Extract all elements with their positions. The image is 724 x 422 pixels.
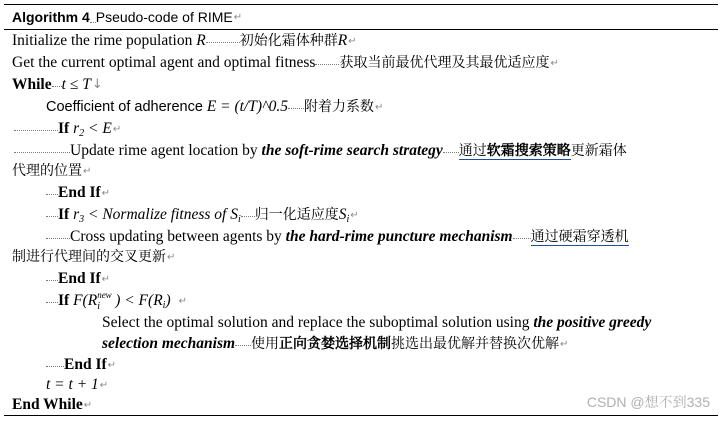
chinese-mechanism-name: 正向贪婪选择机制 <box>279 336 392 352</box>
mechanism-name: selection mechanism <box>102 335 236 352</box>
line-text: Update rime agent location by <box>70 142 258 159</box>
keyword-if: If <box>58 120 70 137</box>
paragraph-mark: ↵ <box>112 124 122 135</box>
dot-leader <box>235 335 251 346</box>
math-var: r <box>73 120 80 137</box>
line-text: Initialize the rime population <box>12 32 193 49</box>
chinese-comment: 通过 <box>458 143 487 159</box>
pseudo-line-8 <box>46 183 110 204</box>
line-text: Coefficient of adherence <box>46 99 203 115</box>
keyword-end-if: End If <box>58 184 101 201</box>
chinese-comment: 归一化适应度 <box>254 207 339 223</box>
chinese-comment: 制进行代理间的交叉更新 <box>12 249 166 265</box>
dot-leader <box>288 98 304 109</box>
math-var: R <box>196 32 206 49</box>
mechanism-name: the hard-rime puncture mechanism <box>285 228 513 245</box>
chinese-strategy-name: 软霜搜索策略 <box>486 143 571 159</box>
dot-leader <box>513 228 531 239</box>
math-subscript: i <box>237 214 241 225</box>
math-subscript: i <box>162 300 166 311</box>
pseudo-line-4 <box>46 97 383 118</box>
keyword-if: If <box>58 292 70 309</box>
dot-leader <box>14 142 70 153</box>
math-expr: ) <box>165 292 171 309</box>
dot-leader <box>46 206 58 217</box>
line-text: Select the optimal solution and replace the suboptimal solution using <box>102 314 530 331</box>
pseudo-line-14 <box>102 313 651 333</box>
line-break-mark: ↓ <box>91 77 103 92</box>
algorithm-title <box>4 5 718 30</box>
math-expr: < E <box>88 120 112 137</box>
dot-leader <box>46 270 58 281</box>
dot-leader <box>46 228 70 239</box>
pseudo-line-16 <box>46 355 116 376</box>
math-script-stack <box>97 290 115 312</box>
chinese-comment: 附着力系数 <box>303 99 374 115</box>
paragraph-mark: ↵ <box>167 252 176 263</box>
pseudo-line-3 <box>12 75 103 95</box>
math-var: r <box>73 206 80 223</box>
paragraph-mark: ↵ <box>99 380 109 391</box>
dot-leader <box>52 76 62 87</box>
pseudo-line-1 <box>12 31 357 52</box>
algorithm-name: Pseudo-code of RIME <box>95 9 233 25</box>
pseudo-line-2 <box>12 53 559 74</box>
chinese-comment: 挑选出最优解并替换次优解 <box>391 336 560 352</box>
math-subscript: 2 <box>79 128 85 139</box>
keyword-end-if: End If <box>64 356 107 373</box>
math-expr: t = t + 1 <box>46 376 99 393</box>
strategy-name: the soft-rime search strategy <box>261 142 443 159</box>
paragraph-mark: ↵ <box>107 360 117 371</box>
paragraph-mark: ↵ <box>101 188 111 199</box>
algorithm-label: Algorithm 4 <box>12 9 90 25</box>
math-subscript: 3 <box>79 214 85 225</box>
chinese-comment: 通过硬霜穿透机 <box>530 229 629 245</box>
paragraph-mark: ↵ <box>233 11 243 23</box>
keyword-end-if: End If <box>58 270 101 287</box>
math-var: S <box>338 206 347 223</box>
paragraph-mark: ↵ <box>178 296 187 307</box>
paragraph-mark: ↵ <box>348 36 357 47</box>
line-text: Cross updating between agents by <box>70 228 282 245</box>
math-expr: E = (t/T)^0.5 <box>206 98 288 115</box>
line-text: Get the current optimal agent and optimal fitness <box>12 54 316 71</box>
pseudo-line-11 <box>12 247 175 268</box>
math-expr: F(R <box>73 292 98 309</box>
math-superscript: new <box>97 290 112 300</box>
pseudo-line-7 <box>12 161 91 182</box>
math-var: R <box>337 32 348 49</box>
paragraph-mark: ↵ <box>560 339 569 350</box>
pseudo-line-15 <box>102 334 568 355</box>
csdn-watermark: CSDN @想不到335 <box>586 394 710 410</box>
dot-leader <box>206 32 240 43</box>
paragraph-mark: ↵ <box>550 58 559 69</box>
paragraph-mark: ↵ <box>101 274 111 285</box>
pseudo-line-10 <box>46 227 629 247</box>
chinese-comment: 获取当前最优代理及其最优适应度 <box>339 55 550 71</box>
chinese-comment: 初始化霜体种群 <box>239 33 338 49</box>
paragraph-mark: ↵ <box>350 210 359 221</box>
dot-leader <box>315 54 339 65</box>
math-expr: ) < F(R <box>115 292 163 309</box>
dot-leader <box>46 292 58 303</box>
pseudo-line-18 <box>12 395 92 416</box>
math-expr: t ≤ T <box>61 76 91 93</box>
math-subscript: i <box>346 214 350 225</box>
dot-leader <box>14 120 58 131</box>
paragraph-mark: ↵ <box>83 400 93 411</box>
dot-leader <box>443 142 459 153</box>
mechanism-name: the positive greedy <box>533 314 652 331</box>
math-expr: < Normalize fitness of S <box>88 206 238 223</box>
dot-leader <box>46 356 64 367</box>
keyword-while: While <box>12 76 52 93</box>
paragraph-mark: ↵ <box>83 166 92 177</box>
pseudo-line-17 <box>46 375 108 396</box>
pseudo-line-6 <box>14 141 627 161</box>
chinese-comment: 更新霜体 <box>570 143 627 159</box>
keyword-end-while: End While <box>12 396 83 413</box>
chinese-comment: 使用 <box>251 336 280 352</box>
math-subscript: i <box>97 301 100 312</box>
keyword-if: If <box>58 206 70 223</box>
chinese-comment: 代理的位置 <box>12 163 82 179</box>
dot-leader <box>241 206 255 217</box>
paragraph-mark: ↵ <box>374 102 384 113</box>
dot-leader <box>46 184 58 195</box>
